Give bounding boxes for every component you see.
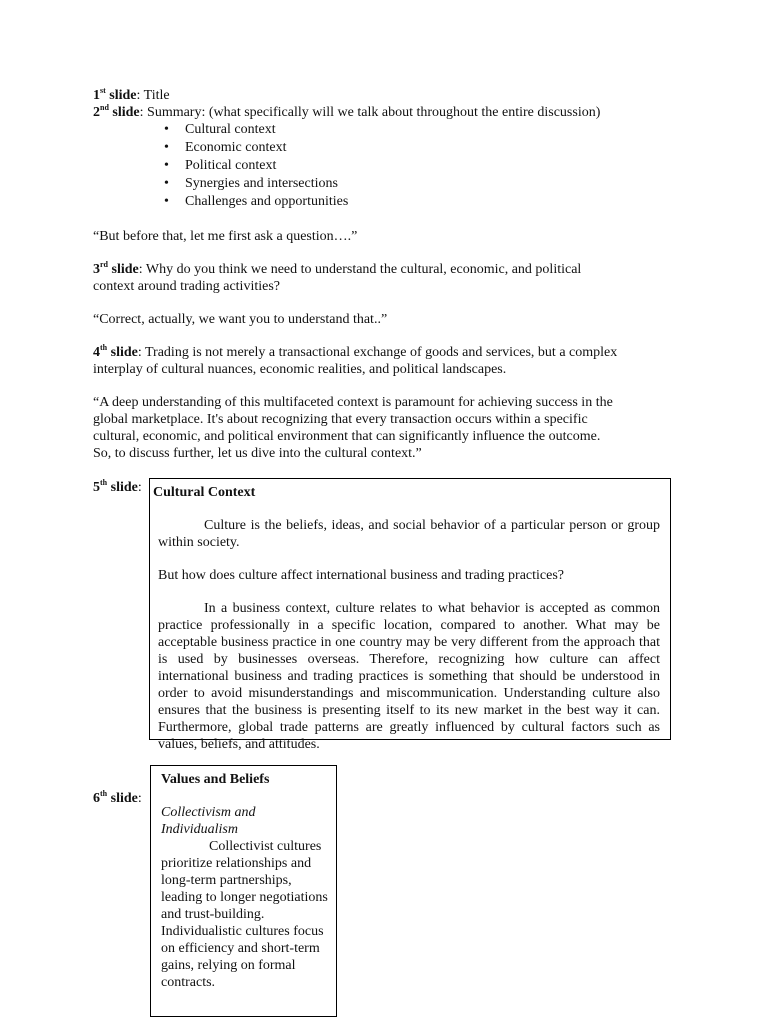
slide-3-line: 3rd slide: Why do you think we need to understand the cultural, economic, and political bbox=[93, 260, 582, 277]
slide-6-subtitle: Collectivism and Individualism bbox=[161, 805, 256, 837]
list-item: • Political context bbox=[185, 157, 683, 175]
slide-5-content-box bbox=[149, 478, 671, 752]
slide-1-line bbox=[93, 87, 683, 104]
slide-4-label: 4th slide bbox=[93, 343, 138, 360]
quote-question: “But before that, let me first ask a question….” bbox=[93, 229, 358, 244]
slide-3-line-2: context around trading activities? bbox=[93, 279, 280, 294]
slide-5-paragraph-2: But how does culture affect international business and trading practices? bbox=[158, 568, 564, 583]
quote-correct: “Correct, actually, we want you to understand that..” bbox=[93, 312, 388, 327]
list-item: • Cultural context bbox=[185, 121, 683, 139]
list-item: • Challenges and opportunities bbox=[185, 193, 683, 211]
document-page bbox=[93, 86, 683, 752]
slide-4-line-2: interplay of cultural nuances, economic realities, and political landscapes. bbox=[93, 362, 507, 377]
slide-5-paragraph-3: In a business context, culture relates to what behavior is accepted as common practice professionally in a specific location, compared to another. What may be acceptable business practice in one country may be very different from the approach that is used by businesses overseas. Therefore, recognizing how culture can affect international business and trading practices is something that should be understood in order to avoid misunderstandings and miscommunication. Understanding culture also ensures that the business is presenting itself to its new market in the best way it can. Furthermore, global trade patterns are greatly influenced by cultural factors such as values, beliefs, and attitudes. bbox=[158, 601, 660, 752]
list-item: • Economic context bbox=[185, 139, 683, 157]
slide-2-line bbox=[93, 104, 683, 121]
quote-deep-1: “A deep understanding of this multifaceted context is paramount for achieving success in the bbox=[93, 395, 613, 410]
slide-1-text: : Title bbox=[136, 88, 170, 103]
slide-6-body: Collectivist cultures prioritize relationships and long-term partnerships, leading to longer negotiations and trust-building. Individualistic cultures focus on efficiency and short-term gains, relying on formal contracts. bbox=[161, 839, 328, 990]
slide-1-label: 1st slide bbox=[93, 86, 137, 103]
slide-2-text: : Summary: (what specifically will we talk about throughout the entire discussion) bbox=[139, 105, 601, 120]
quote-deep-2: global marketplace. It's about recognizing that every transaction occurs within a specific bbox=[93, 412, 588, 427]
slide-5-paragraph-1: Culture is the beliefs, ideas, and social behavior of a particular person or group within society. bbox=[158, 518, 660, 550]
quote-deep-3: cultural, economic, and political environment that can significantly influence the outcome. bbox=[93, 429, 601, 444]
slide-6-label: 6th slide: bbox=[93, 789, 142, 806]
quote-deep-4: So, to discuss further, let us dive into the cultural context.” bbox=[93, 446, 422, 461]
slide-4-line: 4th slide: Trading is not merely a transactional exchange of goods and services, but a complex bbox=[93, 343, 618, 360]
slide-6-title: Values and Beliefs bbox=[161, 772, 270, 787]
slide-2-label: 2nd slide bbox=[93, 103, 140, 120]
list-item: • Synergies and intersections bbox=[185, 175, 683, 193]
summary-bullet-list bbox=[93, 121, 683, 211]
slide-6-content-box bbox=[150, 765, 337, 1017]
slide-5-title: Cultural Context bbox=[153, 485, 256, 500]
slide-3-label: 3rd slide bbox=[93, 260, 139, 277]
slide-5-label: 5th slide: bbox=[93, 478, 142, 495]
slide-6 bbox=[93, 765, 393, 1025]
